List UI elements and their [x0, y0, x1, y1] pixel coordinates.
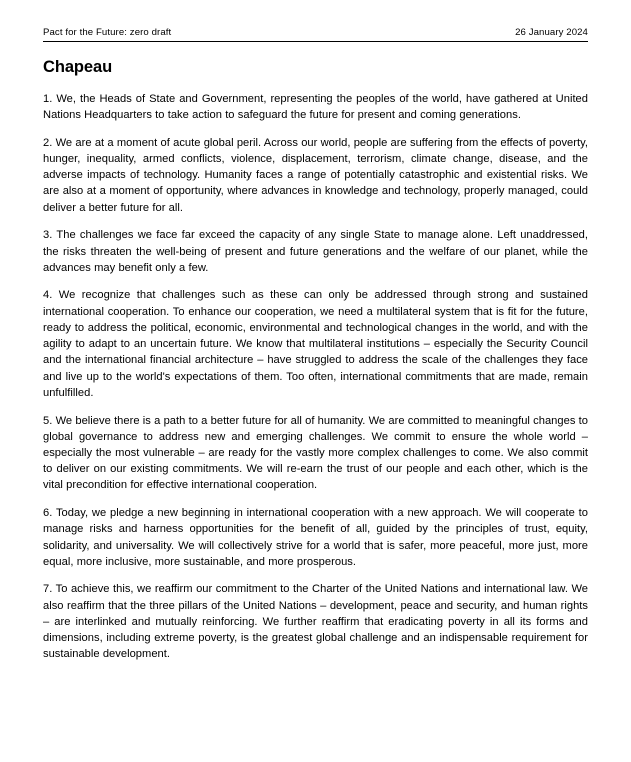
running-header: [43, 27, 588, 42]
body-text: [43, 91, 588, 663]
document-content: [43, 27, 588, 663]
section-heading: Chapeau: [43, 57, 113, 76]
header-date: 26 January 2024: [515, 27, 588, 38]
paragraph: 5. We believe there is a path to a better future for all of humanity. We are committed to meaningful changes to global governance to address new and emerging challenges. We commit to ensure the whole world – especially the most vulnerable – are ready for the vastly more complex challenges to come. We also commit to deliver on our existing commitments. We will re-earn the trust of our people and each other, which is the vital precondition for effective international cooperation.: [43, 414, 588, 492]
paragraph: 4. We recognize that challenges such as these can only be addressed through strong and sustained international cooperation. To enhance our cooperation, we need a multilateral system that is fit for the future, ready to address the political, economic, environmental and technological changes in the world, and with the agility to adapt to an uncertain future. We know that multilateral institutions – especially the Security Council and the international financial architecture – have struggled to address the scale of the challenges they face and live up to the world's expectations of them. Too often, international commitments that are made, remain unfulfilled.: [43, 289, 588, 399]
paragraph: 7. To achieve this, we reaffirm our commitment to the Charter of the United Nations and international law. We also reaffirm that the three pillars of the United Nations – development, peace and security, and human rights – are interlinked and mutually reinforcing. We further reaffirm that eradicating poverty in all its forms and dimensions, including extreme poverty, is the greatest global challenge and an indispensable requirement for sustainable development.: [43, 583, 588, 661]
paragraph: 3. The challenges we face far exceed the capacity of any single State to manage alone. Left unaddressed, the risks threaten the well-being of present and future generations and the welfare of our planet, while the advances may benefit only a few.: [43, 229, 588, 274]
paragraph: 1. We, the Heads of State and Government, representing the peoples of the world, have gathered at United Nations Headquarters to take action to safeguard the future for present and coming generations.: [43, 92, 588, 121]
paragraph: 6. Today, we pledge a new beginning in international cooperation with a new approach. We will cooperate to manage risks and harness opportunities for the benefit of all, guided by the principles of trust, equity, solidarity, and universality. We will collectively strive for a world that is safer, more peaceful, more just, more equal, more inclusive, more sustainable, and more prosperous.: [43, 507, 588, 568]
header-document-title: Pact for the Future: zero draft: [43, 27, 172, 38]
paragraph: 2. We are at a moment of acute global peril. Across our world, people are suffering from the effects of poverty, hunger, inequality, armed conflicts, violence, displacement, terrorism, climate change, disease, and the adverse impacts of technology. Humanity faces a range of potentially catastrophic and existential risks. We are also at a moment of opportunity, where advances in knowledge and technology, properly managed, could deliver a better future for all.: [43, 136, 588, 214]
